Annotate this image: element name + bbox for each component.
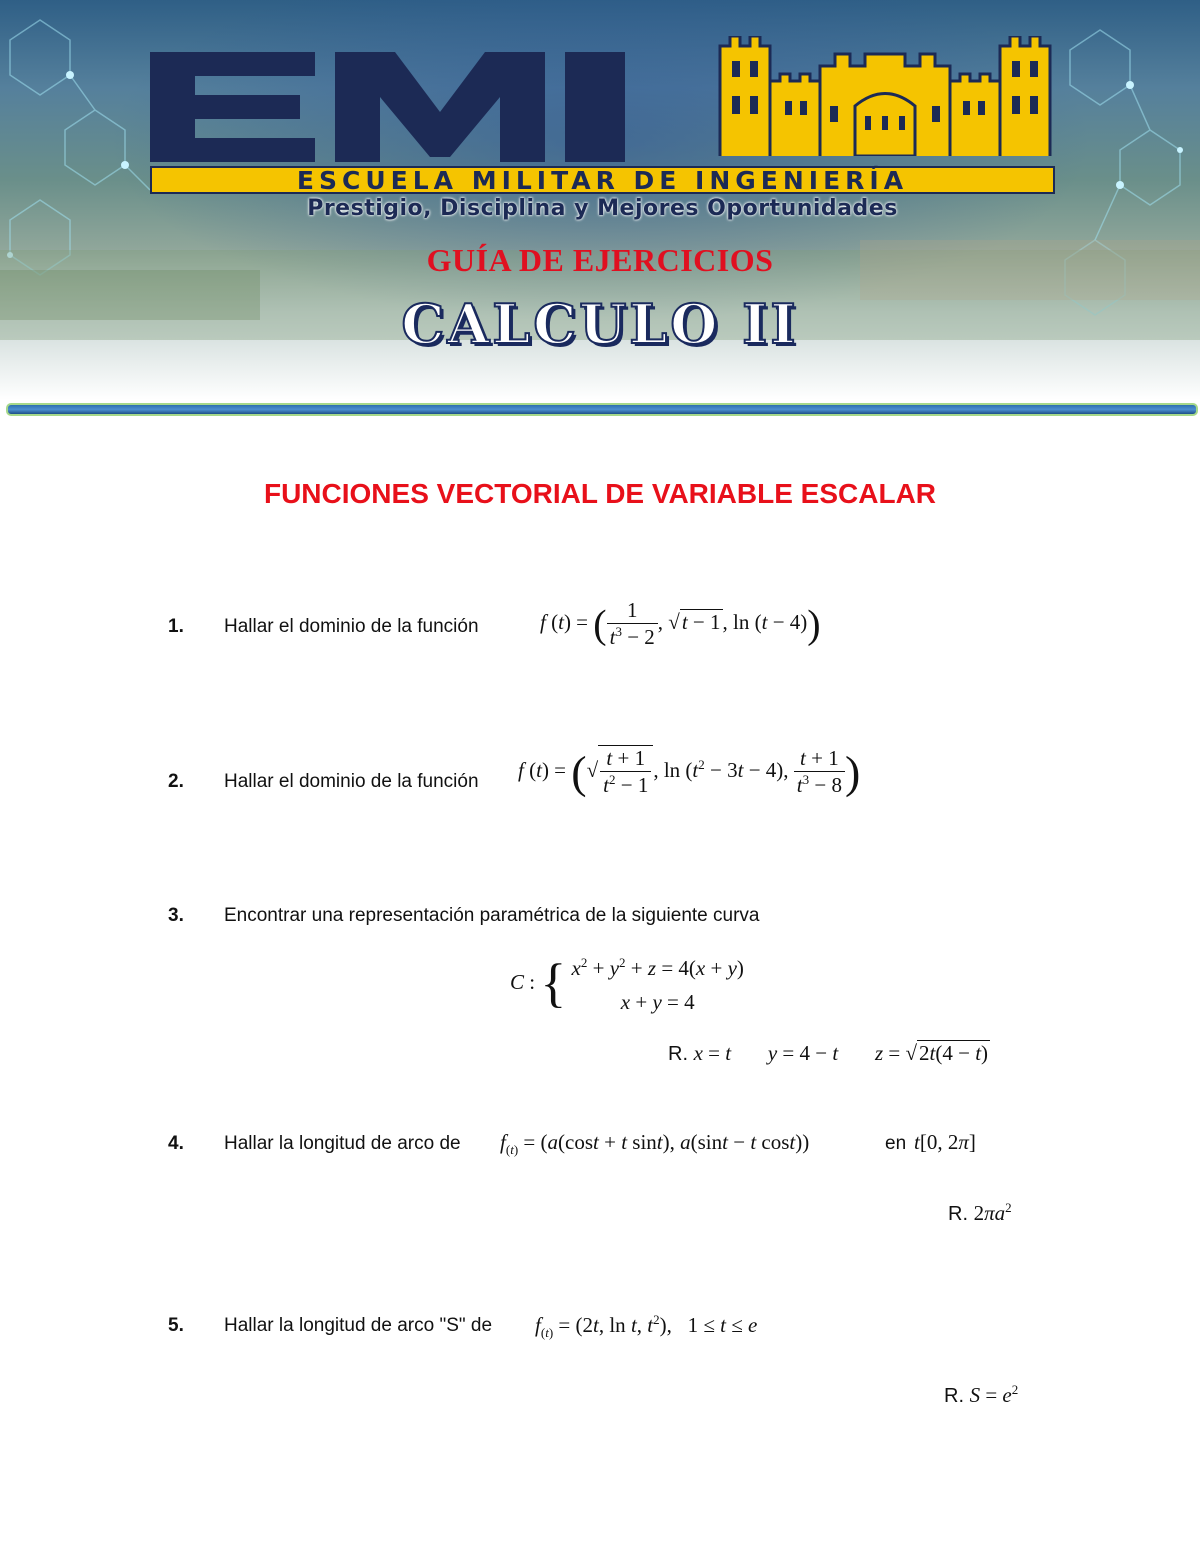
exercise-3-answer-label: R. <box>668 1043 688 1065</box>
school-motto: Prestigio, Disciplina y Mejores Oportunidades <box>307 196 898 221</box>
exercise-5-formula: $f_{(t)} = (2t$, ln t, $t^2$), 1 ≤ t ≤ e <box>535 1312 758 1341</box>
exercise-4-interval: t[0, 2π] <box>914 1130 976 1154</box>
header-banner <box>0 0 1200 400</box>
exercise-5-answer: R. $S = e^2$ <box>944 1382 1019 1407</box>
exercise-5-text: Hallar la longitud de arco "S" de <box>224 1315 493 1336</box>
school-name-bar: ESCUELA MILITAR DE INGENIERÍA <box>150 166 1055 194</box>
exercise-4-formula: $f_{(t)} = (a(\cos t + t$ sint), a(sint − t cost)) <box>500 1130 810 1158</box>
section-title: FUNCIONES VECTORIAL DE VARIABLE ESCALAR <box>263 478 937 509</box>
guide-title: GUÍA DE EJERCICIOS <box>426 242 774 278</box>
exercise-3-answer: R. x = t y = 4 − t z = √2t(4 − t) <box>668 1041 989 1065</box>
exercise-4-answer-label: R. <box>948 1203 968 1225</box>
exercise-1-number: 1. <box>168 616 184 637</box>
course-title: CALCULO II <box>401 292 799 356</box>
exercise-3-system: C : { $x^2 + y^2 + z = 4(x + y)$ x + y = 4 <box>510 952 744 1014</box>
exercise-5-answer-label: R. <box>944 1385 964 1407</box>
exercise-3-number: 3. <box>168 905 184 926</box>
exercise-5-number: 5. <box>168 1315 184 1336</box>
exercise-1-text: Hallar el dominio de la función <box>224 616 479 637</box>
exercise-4-text: Hallar la longitud de arco de <box>224 1133 461 1154</box>
exercise-4-number: 4. <box>168 1133 184 1154</box>
exercise-4-connector: en <box>885 1133 907 1154</box>
header-divider <box>6 403 1198 416</box>
exercise-3-text: Encontrar una representación paramétrica de la siguiente curva <box>224 905 760 926</box>
exercise-2-text: Hallar el dominio de la función <box>224 771 479 792</box>
exercise-2-number: 2. <box>168 771 184 792</box>
exercise-2-formula: f (t) = (√ $\frac{t + 1}{t^2 - 1}$ , $\ln (t^2 - 3t - 4)$, $\frac{t + 1}{t^3 - 8}$ ) <box>518 746 861 798</box>
exercise-1-formula: f (t) = ( $\frac{1}{t^3 - 2}$ , √t − 1, ln (t − 4)) <box>540 598 821 649</box>
emi-logo-letters <box>150 52 710 162</box>
exercise-4-answer: R. $2\pi a^2$ <box>948 1200 1012 1225</box>
castle-emblem <box>715 36 1055 156</box>
